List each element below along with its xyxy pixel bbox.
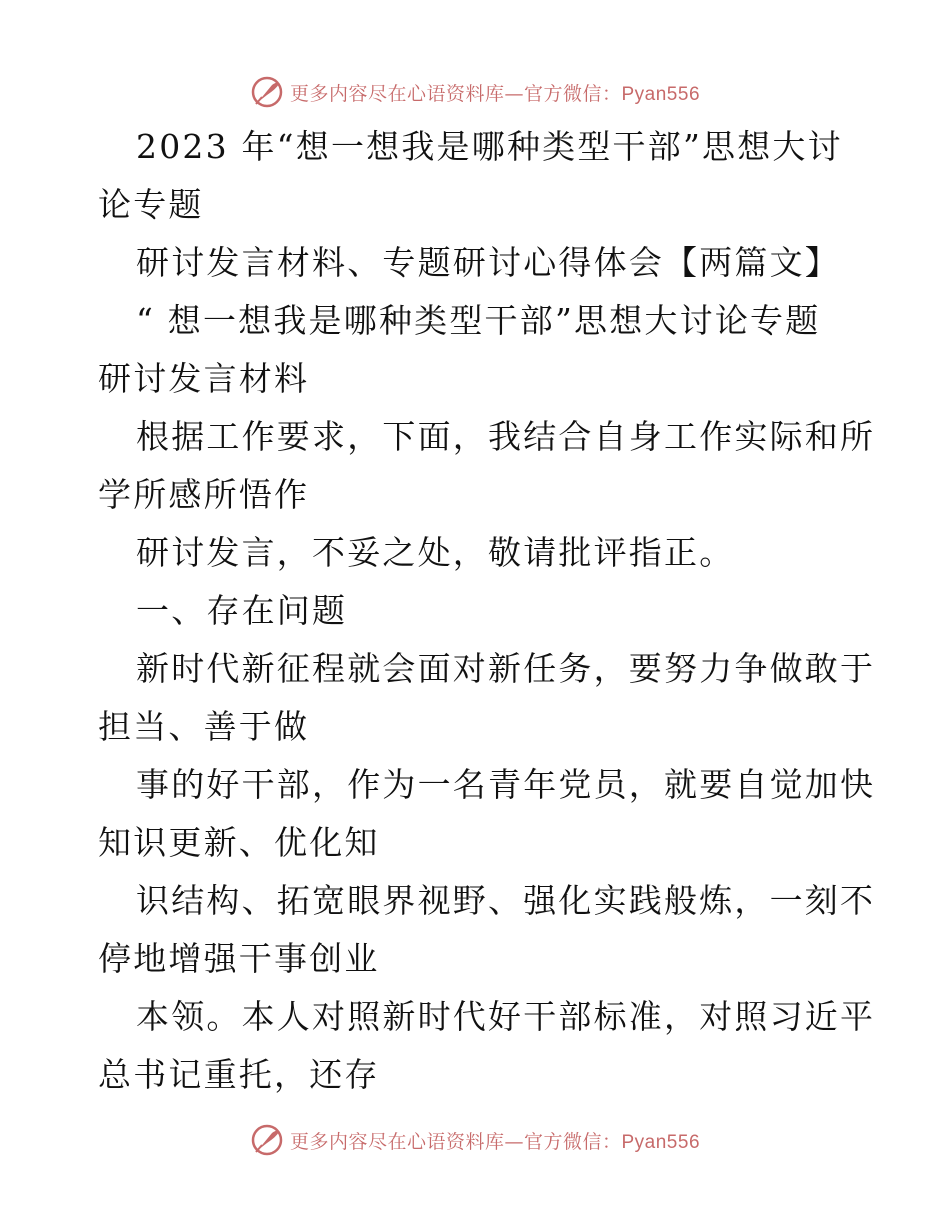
paragraph-line: 担当、善于做 bbox=[98, 707, 310, 746]
watermark-text bbox=[290, 79, 700, 106]
feather-pen-circle-icon bbox=[250, 1123, 284, 1157]
heading-problems: 一、存在问题 bbox=[136, 591, 348, 630]
footer-watermark bbox=[0, 1120, 950, 1160]
watermark-text bbox=[290, 1127, 700, 1154]
section-title-line-2: 研讨发言材料 bbox=[98, 359, 310, 398]
header-watermark bbox=[0, 72, 950, 112]
watermark-wechat-id: Pyan556 bbox=[621, 1131, 701, 1153]
title-line-1: 2023 年“想一想我是哪种类型干部”思想大讨 bbox=[136, 127, 843, 166]
watermark-text-cn: 更多内容尽在心语资料库—官方微信： bbox=[289, 82, 622, 105]
title-line-2: 论专题 bbox=[98, 185, 204, 224]
paragraph-line: 根据工作要求，下面，我结合自身工作实际和所 bbox=[136, 417, 876, 456]
paragraph-line: 研讨发言，不妥之处，敬请批评指正。 bbox=[136, 533, 735, 572]
watermark-text-cn: 更多内容尽在心语资料库—官方微信： bbox=[289, 1130, 622, 1153]
document-body bbox=[98, 118, 876, 1104]
paragraph-line: 停地增强干事创业 bbox=[98, 939, 380, 978]
paragraph-line: 事的好干部，作为一名青年党员，就要自觉加快 bbox=[136, 765, 876, 804]
section-title-line-1: “ 想一想我是哪种类型干部”思想大讨论专题 bbox=[136, 301, 821, 340]
paragraph-line: 本领。本人对照新时代好干部标准，对照习近平 bbox=[136, 997, 876, 1036]
feather-pen-circle-icon bbox=[250, 75, 284, 109]
paragraph-line: 学所感所悟作 bbox=[98, 475, 310, 514]
watermark-wechat-id: Pyan556 bbox=[621, 83, 701, 105]
subtitle-line: 研讨发言材料、专题研讨心得体会【两篇文】 bbox=[136, 243, 840, 282]
paragraph-line: 总书记重托，还存 bbox=[98, 1055, 380, 1094]
paragraph-line: 识结构、拓宽眼界视野、强化实践般炼，一刻不 bbox=[136, 881, 876, 920]
paragraph-line: 新时代新征程就会面对新任务，要努力争做敢于 bbox=[136, 649, 876, 688]
paragraph-line: 知识更新、优化知 bbox=[98, 823, 380, 862]
